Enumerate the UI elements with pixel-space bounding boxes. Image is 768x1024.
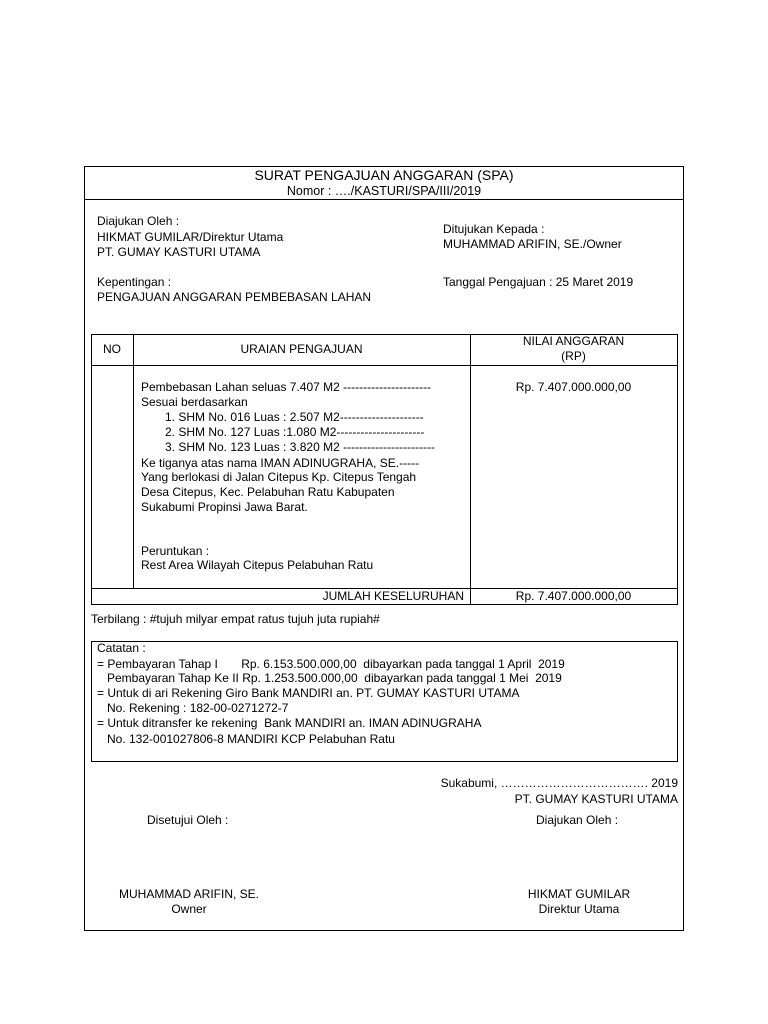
submitter-name: HIKMAT GUMILAR [527,887,631,901]
row-description-line: Yang berlokasi di Jalan Citepus Kp. Citepus Tengah [141,470,417,484]
total-amount: Rp. 7.407.000.000,00 [515,589,632,603]
col-header-budget-line1: NILAI ANGGARAN [522,334,625,348]
notes-line: = Untuk ditransfer ke rekening Bank MANDIRI an. IMAN ADINUGRAHA [97,716,482,730]
approver-title: Owner [171,902,207,916]
row-description-line: Sesuai berdasarkan [141,395,248,409]
notes-line: = Untuk di ari Rekening Giro Bank MANDIRI an. PT. GUMAY KASTURI UTAMA [97,686,520,700]
applicant-label: Diajukan Oleh : [97,214,180,228]
table-col-divider-1 [133,334,134,589]
applicant-company: PT. GUMAY KASTURI UTAMA [97,245,261,259]
col-header-no: NO [103,342,121,356]
notes-label: Catatan : [97,641,146,655]
place-date: Sukabumi, ………………………………. 2019 [440,776,678,790]
table-col-divider-2 [470,334,471,605]
row-list-item: 3. SHM No. 123 Luas : 3.820 M2 ----------------------- [165,440,436,454]
approver-name: MUHAMMAD ARIFIN, SE. [118,887,259,901]
submitted-label: Diajukan Oleh : [536,813,619,827]
row-description-line: Ke tiganya atas nama IMAN ADINUGRAHA, SE.----- [141,456,420,470]
applicant-name: HIKMAT GUMILAR/Direktur Utama [97,230,284,244]
table-bottom-border [91,604,678,605]
row-description-line: Sukabumi Propinsi Jawa Barat. [141,500,308,514]
row-list-item: 1. SHM No. 016 Luas : 2.507 M2--------------------- [165,410,424,424]
notes-line: = Pembayaran Tahap I Rp. 6.153.500.000,00 dibayarkan pada tanggal 1 April 2019 [97,657,565,671]
allocation-value: Rest Area Wilayah Citepus Pelabuhan Ratu [141,558,374,572]
recipient-label: Ditujukan Kepada : [443,222,545,236]
document-title: SURAT PENGAJUAN ANGGARAN (SPA) [254,167,514,183]
header-divider [84,199,684,200]
spelled-amount: Terbilang : #tujuh milyar empat ratus tujuh juta rupiah# [91,612,380,626]
notes-line: No. Rekening : 182-00-0271272-7 [97,701,289,715]
row-amount: Rp. 7.407.000.000,00 [515,380,632,394]
table-right-border [677,334,678,605]
purpose-label: Kepentingan : [97,275,172,289]
row-description-line: Desa Citepus, Kec. Pelabuhan Ratu Kabupaten [141,485,395,499]
purpose-value: PENGAJUAN ANGGARAN PEMBEBASAN LAHAN [97,290,372,304]
table-left-border [91,334,92,605]
notes-line: No. 132-001027806-8 MANDIRI KCP Pelabuhan Ratu [97,732,395,746]
approved-label: Disetujui Oleh : [147,813,229,827]
signature-company: PT. GUMAY KASTURI UTAMA [514,792,678,806]
table-header-border [91,365,678,366]
submission-date: Tanggal Pengajuan : 25 Maret 2019 [443,275,634,289]
submitter-title: Direktur Utama [538,902,620,916]
total-label: JUMLAH KESELURUHAN [322,589,464,603]
document-number: Nomor : …./KASTURI/SPA/III/2019 [286,184,482,198]
row-list-item: 2. SHM No. 127 Luas :1.080 M2---------------------- [165,425,425,439]
col-header-description: URAIAN PENGAJUAN [240,342,363,356]
col-header-budget-line2: (RP) [561,349,586,363]
row-description-line: Pembebasan Lahan seluas 7.407 M2 ---------------------- [141,380,432,394]
allocation-label: Peruntukan : [141,544,210,558]
recipient-name: MUHAMMAD ARIFIN, SE./Owner [443,237,622,251]
notes-line: Pembayaran Tahap Ke II Rp. 1.253.500.000,00 dibayarkan pada tanggal 1 Mei 2019 [97,671,562,685]
